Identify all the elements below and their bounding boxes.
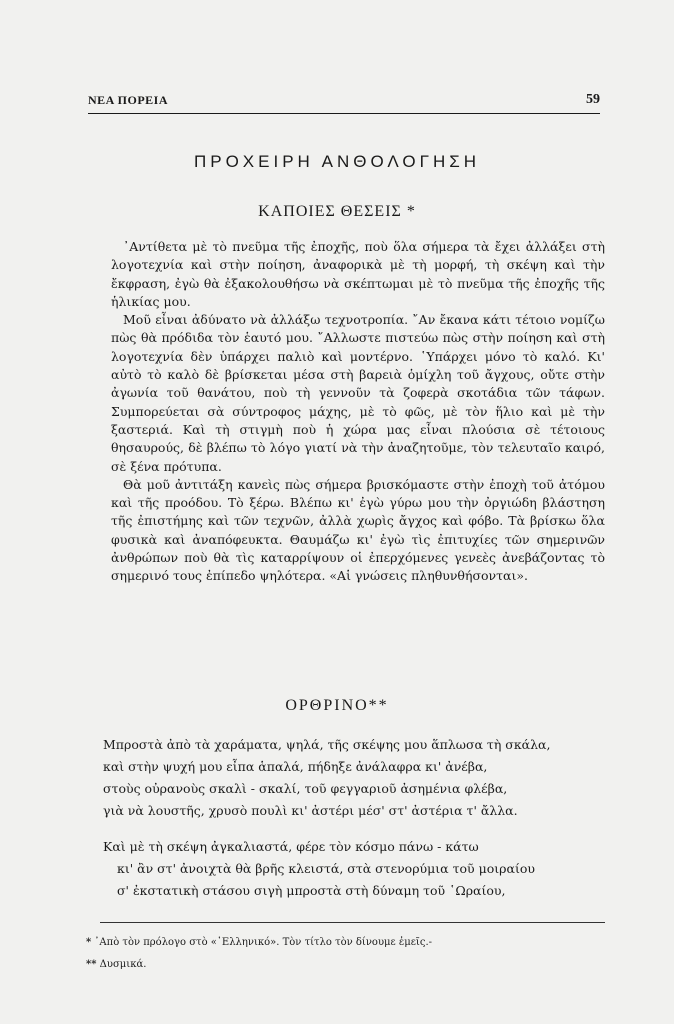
page-number: 59 — [586, 92, 600, 107]
essay-paragraph: Μοῦ εἶναι ἀδύνατο νὰ ἀλλάξω τεχνοτροπία. ῎Αν ἔκανα κάτι τέτοιο νομίζω πὼς θὰ πρόδιδα τὸν ἑαυτό μου. ῎Αλλωστε πιστεύω πὼς στὴν ποίηση καὶ στὴ λογοτεχνία δὲν ὑπάρχει παλιὸ καὶ μοντέρνο. ῾Υπάρχει μόνο τὸ καλό. Κι' αὐτὸ τὸ καλὸ δὲ βρίσκεται μέσα στὴ βαρειὰ ὁμίχλη τοῦ ἄγχους, οὔτε στὴν ἀγωνία τοῦ θανάτου, ποὺ τὴ γεννοῦν τὰ ζοφερὰ σκοτάδια τῶν τάφων. Συμπορεύεται σὰ σύντροφος μάχης, μὲ τὸ φῶς, μὲ τὸν ἥλιο καὶ μὲ τὴν ξαστεριά. Καὶ τὴ στιγμὴ ποὺ ἡ χώρα μας εἶναι πλούσια σὲ τέτοιους θησαυρούς, δὲ βλέπω τὸ λόγο γιατί νὰ τὴν ἀναζητοῦμε, τὸν τελευταῖο καιρό, σὲ ξένα πρότυπα. — [111, 312, 605, 474]
poem-line: στοὺς οὐρανοὺς σκαλὶ - σκαλί, τοῦ φεγγαριοῦ ἀσημένια φλέβα, — [103, 781, 508, 796]
poem-body — [103, 734, 608, 916]
journal-name: ΝΕΑ ΠΟΡΕΙΑ — [88, 93, 169, 107]
poem-stanza — [103, 836, 608, 902]
footnote-mark: ** — [86, 959, 97, 970]
footnote-divider — [100, 922, 605, 923]
poem-line: γιὰ νὰ λουστῆς, χρυσὸ πουλὶ κι' ἀστέρι μέσ' στ' ἀστέρια τ' ἄλλα. — [103, 803, 518, 818]
poem-title: ΟΡΘΡΙΝΟ** — [285, 697, 389, 714]
essay-body — [111, 238, 605, 586]
footnote-text: Δυσμικά. — [99, 959, 147, 970]
footnote — [86, 954, 606, 976]
footnote — [86, 932, 606, 954]
running-header — [88, 93, 600, 114]
footnote-mark: * — [86, 937, 92, 948]
poem-line: Καὶ μὲ τὴ σκέψη ἀγκαλιαστά, φέρε τὸν κόσμο πάνω - κάτω — [103, 839, 479, 854]
footnotes — [86, 932, 606, 976]
section-title: ΠΡΟΧΕΙΡΗ ΑΝΘΟΛΟΓΗΣΗ — [193, 152, 481, 171]
essay-paragraph: Θὰ μοῦ ἀντιτάξη κανεὶς πὼς σήμερα βρισκόμαστε στὴν ἐποχὴ τοῦ ἀτόμου καὶ τῆς προόδου. Τὸ ξέρω. Βλέπω κι' ἐγὼ γύρω μου τὴν ὀργιώδη βλάστηση τῆς ἐπιστήμης καὶ τῶν τεχνῶν, ἀλλὰ χωρὶς ἄγχος καὶ φόβο. Τὰ βρίσκω ὅλα φυσικὰ καὶ ἀναπόφευκτα. Θαυμάζω κι' ἐγὼ τὶς ἐπιτυχίες τῶν σημερινῶν ἀνθρώπων ποὺ θὰ τὶς καταρρίψουν οἱ ἐπερχόμενες γενεὲς ἀνεβάζοντας τὸ σημερινό τους ἐπίπεδο ψηλότερα. «Αἱ γνώσεις πληθυνθήσονται». — [111, 476, 605, 584]
poem-stanza — [103, 734, 608, 822]
essay-paragraph: ᾿Αντίθετα μὲ τὸ πνεῦμα τῆς ἐποχῆς, ποὺ ὅλα σήμερα τὰ ἔχει ἀλλάξει στὴ λογοτεχνία καὶ στὴν ποίηση, ἀναφορικὰ μὲ τὴ μορφή, τὴ σκέψη καὶ τὴν ἔκφραση, ἐγὼ θὰ ἐξακολουθήσω νὰ σκέπτωμαι μὲ τὸ πνεῦμα τῆς ἐποχῆς τῆς ἡλικίας μου. — [111, 239, 605, 309]
poem-line: Μπροστὰ ἀπὸ τὰ χαράματα, ψηλά, τῆς σκέψης μου ἅπλωσα τὴ σκάλα, — [103, 737, 551, 752]
essay-title: ΚΑΠΟΙΕΣ ΘΕΣΕΙΣ * — [258, 203, 416, 220]
footnote-text: ᾿Απὸ τὸν πρόλογο στὸ «῾Ελληνικό». Τὸν τίτλο τὸν δίνουμε ἐμεῖς.- — [94, 937, 433, 948]
poem-line: καὶ στὴν ψυχή μου εἶπα ἁπαλά, πήδηξε ἀνάλαφρα κι' ἀνέβα, — [103, 759, 488, 774]
poem-line: κι' ἂν στ' ἀνοιχτὰ θὰ βρῆς κλειστά, στὰ στενορύμια τοῦ μοιραίου — [117, 861, 535, 876]
poem-line: σ' ἐκστατικὴ στάσου σιγὴ μπροστὰ στὴ δύναμη τοῦ ῾Ωραίου, — [117, 883, 506, 898]
